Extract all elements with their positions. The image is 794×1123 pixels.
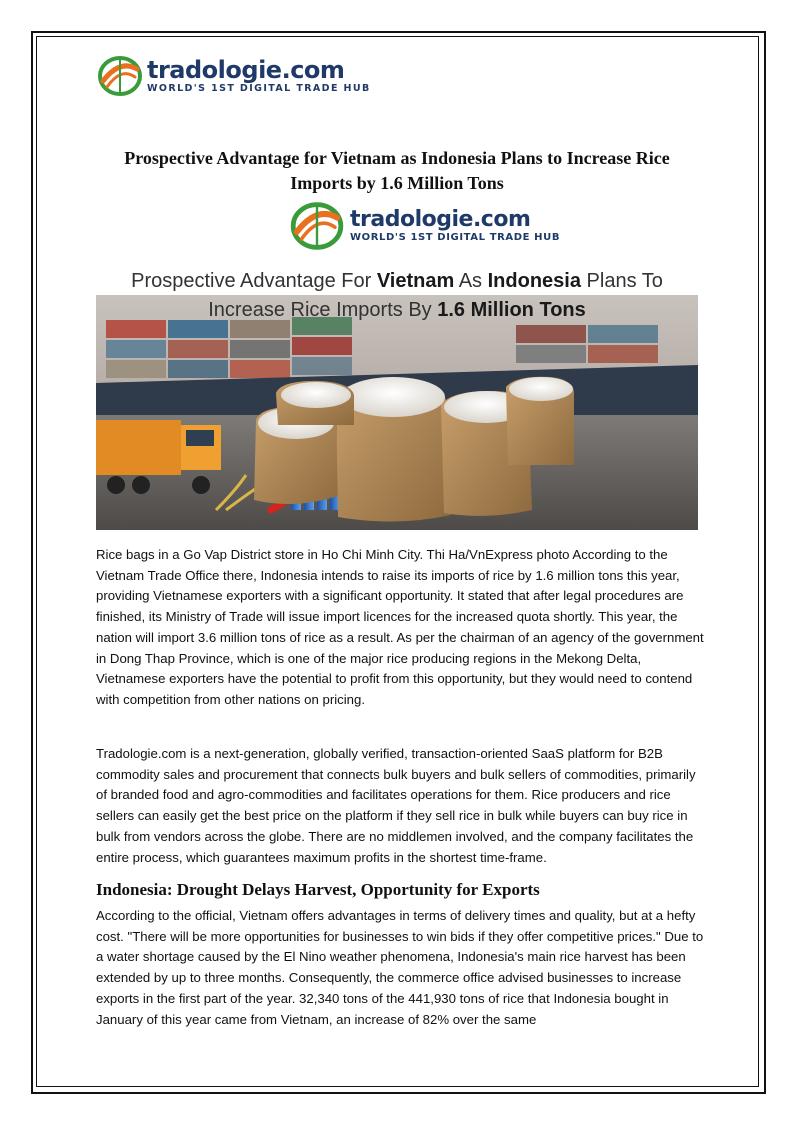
banner-brand-name: tradologie.com: [350, 207, 531, 232]
globe-logo-icon: [97, 55, 143, 97]
article-title: Prospective Advantage for Vietnam as Indonesia Plans to Increase Rice Imports by 1.6 Million Tons: [124, 148, 670, 193]
brand-name: tradologie.com: [147, 56, 345, 85]
article-banner-image: [96, 195, 698, 530]
banner-photo: [96, 295, 698, 530]
article-paragraph: Rice bags in a Go Vap District store in Ho Chi Minh City. Thi Ha/VnExpress photo According to the Vietnam Trade Office there, Indonesia intends to raise its imports of rice by 1.6 million tons this year, providing Vietnamese exporters with a significant opportunity. It stated that after legal procedures are finished, its Ministry of Trade will issue import licences for the increased quota shortly. This year, the nation will import 3.6 million tons of rice as a result. As per the chairman of an agency of the government in Dong Thap Province, which is one of the major rice producing regions in the Mekong Delta, Vietnamese exporters have the potential to profit from this opportunity, but they would need to contend with competition from other nations on pricing.: [96, 547, 704, 707]
brand-tagline: WORLD'S 1ST DIGITAL TRADE HUB: [147, 83, 371, 95]
banner-headline-line1: Prospective Advantage For Vietnam As Indonesia Plans To: [131, 270, 663, 292]
banner-headline-line2: Increase Rice Imports By 1.6 Million Tons: [208, 299, 586, 321]
banner-brand-tagline: WORLD'S 1ST DIGITAL TRADE HUB: [350, 232, 561, 243]
banner-globe-logo-icon: [288, 201, 346, 251]
section-heading: Indonesia: Drought Delays Harvest, Opportunity for Exports: [96, 880, 540, 899]
brand-logo[interactable]: [97, 55, 371, 97]
article-paragraph: Tradologie.com is a next-generation, globally verified, transaction-oriented SaaS platform for B2B commodity sales and procurement that connects bulk buyers and bulk sellers of commodities, primarily of branded food and agro-commodities and facilitates operations for them. Rice producers and rice sellers can easily get the best price on the platform if they sell rice in bulk while buyers can buy rice in bulk from vendors across the globe. There are no middlemen involved, and the company facilitates the entire process, which guarantees maximum profits in the shortest time-frame.: [96, 746, 696, 865]
banner-logo: [288, 201, 560, 251]
article-paragraph: According to the official, Vietnam offers advantages in terms of delivery times and quality, but at a hefty cost. "There will be more opportunities for businesses to win bids if they offer competitive prices." Due to a water shortage caused by the El Nino weather phenomena, Indonesia's main rice harvest has been extended by up to three months. Consequently, the commerce office advised businesses to increase exports in the first part of the year. 32,340 tons of the 441,930 tons of rice that Indonesia bought in January of this year came from Vietnam, an increase of 82% over the same: [96, 908, 704, 1027]
